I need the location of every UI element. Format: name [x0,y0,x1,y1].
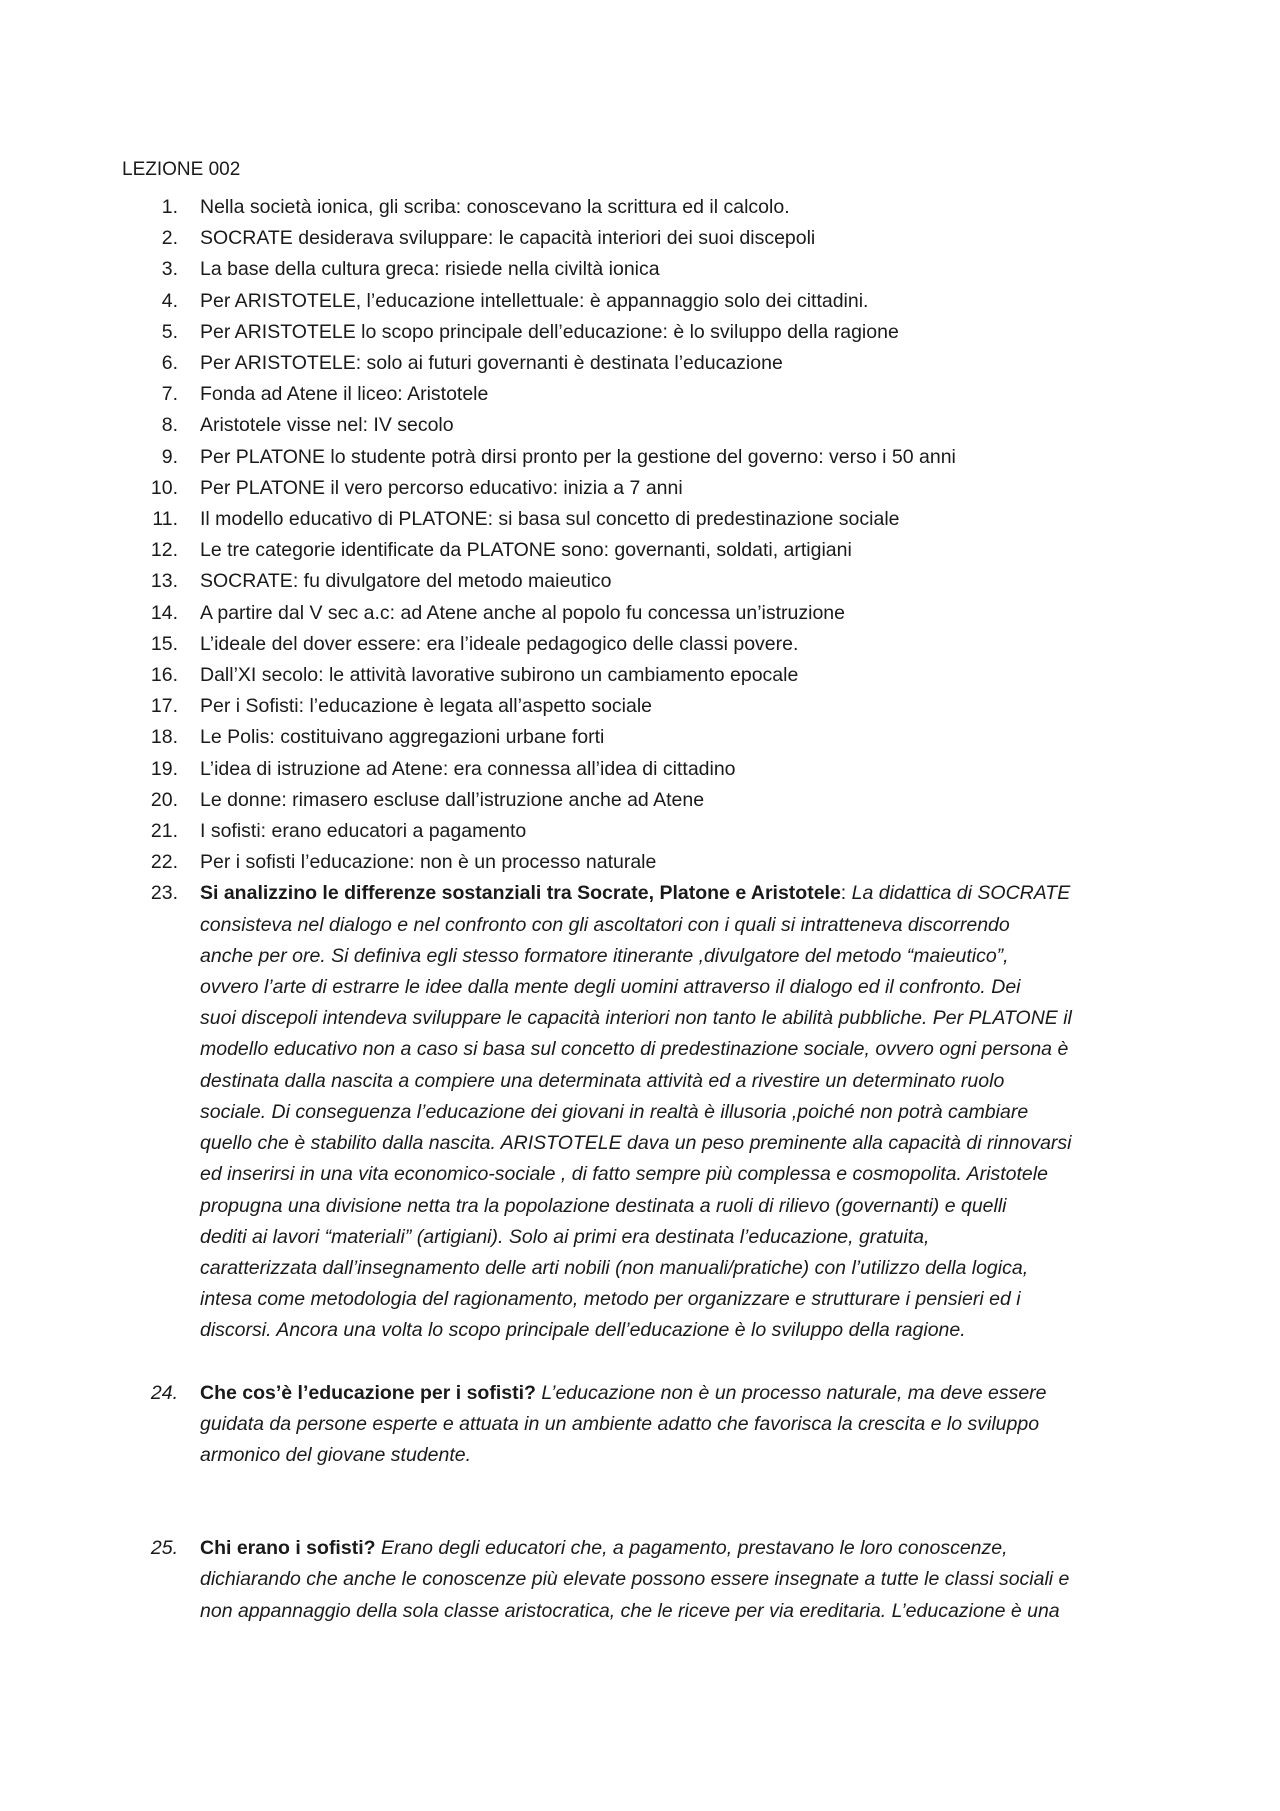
list-item [122,348,1182,379]
item-text: I sofisti: erano educatori a pagamento [200,820,527,843]
item-number: 6. [161,352,178,375]
item-text: Per PLATONE lo studente potrà dirsi pronto per la gestione del governo: verso i 50 anni [200,445,956,468]
list-item [122,535,1182,566]
list-item [122,379,1182,410]
item-number: 16. [150,664,178,687]
question-text: Si analizzino le differenze sostanziali tra Socrate, Platone e Aristotele [200,882,841,905]
list-item [122,317,1182,348]
list-item [122,847,1182,878]
item-number: 12. [150,539,178,562]
answer-line: non appannaggio della sola classe aristocratica, che le riceve per via ereditaria. L’educazione è una [200,1599,1060,1622]
item-text: Nella società ionica, gli scriba: conoscevano la scrittura ed il calcolo. [200,196,790,218]
item-text: SOCRATE: fu divulgatore del metodo maieutico [200,570,612,593]
item-number: 3. [161,258,178,281]
list-item [122,566,1182,597]
item-text: Per ARISTOTELE lo scopo principale dell’educazione: è lo sviluppo della ragione [200,320,899,343]
item-number: 25. [150,1537,178,1560]
list-item [122,722,1182,753]
item-text: Il modello educativo di PLATONE: si basa sul concetto di predestinazione sociale [200,508,900,531]
item-number: 5. [161,320,178,343]
essay-question-23 [122,878,1182,1346]
item-number: 10. [150,476,178,499]
item-text: SOCRATE desiderava sviluppare: le capacità interiori dei suoi discepoli [200,227,816,250]
list-item [122,410,1182,441]
item-number: 18. [150,726,178,749]
item-text: L’ideale del dover essere: era l’ideale pedagogico delle classi povere. [200,632,799,655]
item-text: Le Polis: costituivano aggregazioni urbane forti [200,726,605,749]
item-number: 20. [150,788,178,811]
list-item [122,192,1182,223]
page-title: LEZIONE 002 [122,159,241,180]
item-number: 17. [150,695,178,718]
list-item [122,754,1182,785]
item-number: 21. [150,820,178,843]
list-item [122,629,1182,660]
answer-line: L’educazione non è un processo naturale, ma deve essere [535,1381,1047,1404]
item-text: Le tre categorie identificate da PLATONE sono: governanti, soldati, artigiani [200,539,852,562]
item-text: Dall’XI secolo: le attività lavorative subirono un cambiamento epocale [200,664,799,687]
list-item [122,598,1182,629]
item-number: 22. [150,851,178,874]
answer-line: modello educativo non a caso si basa sul concetto di predestinazione sociale, ovvero ogni persona è [200,1038,1069,1061]
item-text: Per i Sofisti: l’educazione è legata all’aspetto sociale [200,695,653,718]
item-number: 15. [150,632,178,655]
list-item [122,254,1182,285]
item-number: 7. [161,383,178,406]
answer-line: intesa come metodologia del ragionamento, metodo per organizzare e strutturare i pensieri ed i [200,1288,1021,1311]
item-number: 14. [150,601,178,624]
item-number: 11. [152,508,178,531]
answer-line: caratterizzata dall’insegnamento delle arti nobili (non manuali/pratiche) con l’utilizzo della logica, [200,1256,1029,1279]
answer-line: consisteva nel dialogo e nel confronto con gli ascoltatori con i quali si intratteneva discorrendo [200,913,1010,936]
essay-body [200,878,1182,1346]
list-item [122,223,1182,254]
list-item [122,286,1182,317]
item-text: Fonda ad Atene il liceo: Aristotele [200,383,489,406]
item-number: 9. [161,445,178,468]
essay-body [200,1533,1182,1627]
item-text: La base della cultura greca: risiede nella civiltà ionica [200,258,660,281]
item-number: 13. [150,570,178,593]
answer-line: armonico del giovane studente. [200,1443,472,1466]
spacer [122,1347,1182,1378]
answer-line: propugna una divisione netta tra la popolazione destinata a ruoli di rilievo (governanti) e quelli [200,1194,1007,1217]
answer-line: destinata dalla nascita a compiere una determinata attività ed a rivestire un determinato ruolo [200,1069,1005,1092]
list-item [122,504,1182,535]
list-item [122,442,1182,473]
question-text: Che cos’è l’educazione per i sofisti? [200,1381,536,1404]
item-number: 1. [161,196,178,218]
spacer [122,1471,1182,1533]
answer-line: dediti ai lavori “materiali” (artigiani). Solo ai primi era destinata l’educazione, gratuita, [200,1225,930,1248]
list-item [122,473,1182,504]
document-page [122,158,1182,1627]
answer-line: sociale. Di conseguenza l’educazione dei giovani in realtà è illusoria ,poiché non potrà cambiare [200,1100,1029,1123]
answer-line: ovvero l’arte di estrarre le idee dalla mente degli uomini attraverso il dialogo ed il confronto. Dei [200,976,1021,999]
question-text: Chi erano i sofisti? [200,1537,376,1560]
list-item [122,816,1182,847]
item-text: Per ARISTOTELE: solo ai futuri governanti è destinata l’educazione [200,352,783,375]
item-text: Per i sofisti l’educazione: non è un processo naturale [200,851,657,874]
answer-line: ed inserirsi in una vita economico-sociale , di fatto sempre più complessa e cosmopolita. Aristotele [200,1163,1048,1186]
answer-line: quello che è stabilito dalla nascita. ARISTOTELE dava un peso preminente alla capacità di rinnovarsi [200,1132,1072,1155]
item-text: A partire dal V sec a.c: ad Atene anche al popolo fu concessa un’istruzione [200,601,845,624]
answer-line: dichiarando che anche le conoscenze più elevate possono essere insegnate a tutte le classi sociali e [200,1568,1070,1591]
list-item [122,660,1182,691]
answer-line: anche per ore. Si definiva egli stesso formatore itinerante ,divulgatore del metodo “maieutico”, [200,944,1009,967]
essay-question-25 [122,1533,1182,1627]
answer-line: suoi discepoli intendeva sviluppare le capacità interiori non tanto le abilità pubbliche. Per PLATONE il [200,1007,1072,1030]
answer-line: discorsi. Ancora una volta lo scopo principale dell’educazione è lo sviluppo della ragione. [200,1319,966,1342]
essay-question-24 [122,1378,1182,1472]
item-number: 2. [161,227,178,250]
item-text: Le donne: rimasero escluse dall’istruzione anche ad Atene [200,788,705,811]
item-number: 23. [150,882,178,905]
answer-line: guidata da persone esperte e attuata in un ambiente adatto che favorisca la crescita e lo sviluppo [200,1412,1040,1435]
answer-line: Erano degli educatori che, a pagamento, prestavano le loro conoscenze, [375,1537,1008,1560]
item-text: Aristotele visse nel: IV secolo [200,414,454,437]
question-separator: : [840,882,852,905]
list-item [122,691,1182,722]
list-item [122,785,1182,816]
item-number: 4. [161,289,178,312]
item-number: 19. [150,757,178,780]
item-number: 8. [161,414,178,437]
item-number: 24. [150,1381,178,1404]
item-text: Per ARISTOTELE, l’educazione intellettuale: è appannaggio solo dei cittadini. [200,289,869,312]
short-answer-list [122,192,1182,878]
essay-body [200,1378,1182,1472]
item-text: Per PLATONE il vero percorso educativo: inizia a 7 anni [200,476,683,499]
answer-line: La didattica di SOCRATE [851,882,1071,905]
item-text: L’idea di istruzione ad Atene: era connessa all’idea di cittadino [200,757,736,780]
